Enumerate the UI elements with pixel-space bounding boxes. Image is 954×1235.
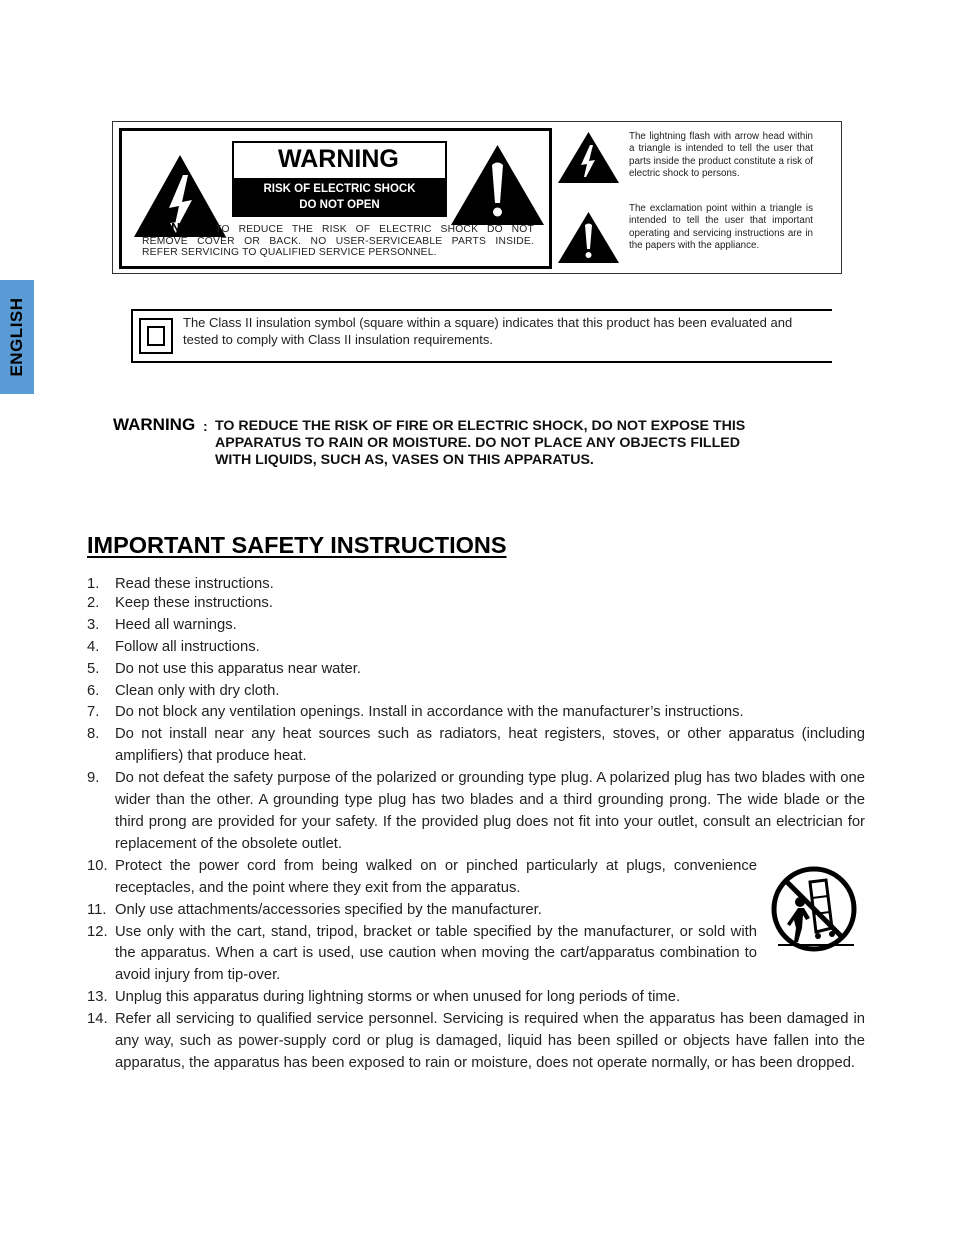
item-text: Keep these instructions. bbox=[115, 594, 273, 611]
item-number: 2. bbox=[87, 594, 100, 611]
list-item bbox=[87, 615, 865, 637]
item-text: Unplug this apparatus during lightning storms or when unused for long periods of time. bbox=[115, 989, 681, 1006]
warning-title-bar bbox=[234, 178, 445, 215]
item-number: 4. bbox=[87, 638, 100, 655]
item-text: Do not install near any heat sources such as radiators, heat registers, stoves, or other apparatus (including amplifiers) that produce heat. bbox=[115, 726, 865, 765]
main-warning-colon: : bbox=[203, 418, 208, 434]
cart-tip-over-warning-icon bbox=[770, 866, 858, 952]
warning-title-box bbox=[232, 141, 447, 217]
item-text: Do not defeat the safety purpose of the polarized or grounding type plug. A polarized plug has two blades with one wider than the other. A grounding type plug has two blades and a third grounding prong. The wide blade or the third prong are provided for your safety. If the provided plug does not fit into your outlet, consult an electrician for replacement of the obsolete outlet. bbox=[115, 770, 865, 852]
exclamation-symbol-description: The exclamation point within a triangle is intended to tell the user that important operating and servicing instructions are in the papers with the appliance. bbox=[629, 203, 813, 252]
item-number: 10. bbox=[87, 857, 108, 874]
list-item bbox=[87, 659, 865, 681]
main-warning-label: WARNING bbox=[113, 415, 196, 434]
list-item bbox=[87, 856, 757, 900]
item-text: Read these instructions. bbox=[115, 576, 274, 592]
item-text: Refer all servicing to qualified service personnel. Servicing is required when the apparatus has been damaged in any way, such as power-supply cord or plug is damaged, liquid has been spilled or objects have fallen into the apparatus, the apparatus has been exposed to rain or moisture, does not operate normally, or has been dropped. bbox=[115, 1011, 865, 1071]
list-item bbox=[87, 724, 865, 768]
item-text: Do not use this apparatus near water. bbox=[115, 660, 361, 677]
item-number: 3. bbox=[87, 616, 100, 633]
language-tab-label: ENGLISH bbox=[7, 297, 26, 377]
item-text: Do not block any ventilation openings. Install in accordance with the manufacturer’s instructions. bbox=[115, 704, 744, 721]
item-text: Follow all instructions. bbox=[115, 638, 260, 655]
list-item bbox=[87, 637, 865, 659]
warning-small-text bbox=[142, 223, 534, 259]
warning-small-line1: TO REDUCE THE RISK OF ELECTRIC SHOCK DO NOT bbox=[215, 224, 534, 235]
main-warning-line2: APPARATUS TO RAIN OR MOISTURE. DO NOT PLACE ANY OBJECTS FILLED bbox=[215, 435, 740, 451]
list-item bbox=[87, 681, 865, 703]
warning-small-line2: REMOVE COVER OR BACK. NO USER-SERVICEABLE PARTS INSIDE. bbox=[142, 235, 534, 247]
item-number: 8. bbox=[87, 726, 100, 743]
item-number: 9. bbox=[87, 770, 100, 787]
warning-label-box bbox=[119, 128, 552, 269]
main-warning-body bbox=[215, 435, 740, 468]
item-number: 14. bbox=[87, 1011, 108, 1028]
list-item bbox=[87, 987, 865, 1009]
item-text: Heed all warnings. bbox=[115, 616, 237, 633]
warning-bar-line1: RISK OF ELECTRIC SHOCK bbox=[263, 183, 416, 195]
main-warning-line1: TO REDUCE THE RISK OF FIRE OR ELECTRIC SHOCK, DO NOT EXPOSE THIS bbox=[215, 418, 746, 434]
item-number: 12. bbox=[87, 923, 108, 940]
item-text: Protect the power cord from being walked on or pinched particularly at plugs, convenience receptacles, and the point where they exit from the apparatus. bbox=[115, 857, 757, 896]
item-text: Only use attachments/accessories specified by the manufacturer. bbox=[115, 901, 542, 918]
warning-small-label: WARNING: bbox=[142, 221, 207, 235]
warning-small-line3: REFER SERVICING TO QUALIFIED SERVICE PERSONNEL. bbox=[142, 247, 437, 258]
lightning-symbol-description: The lightning flash with arrow head within a triangle is intended to tell the user that parts inside the product constitute a risk of electric shock to persons. bbox=[629, 131, 813, 180]
safety-heading: IMPORTANT SAFETY INSTRUCTIONS bbox=[87, 532, 507, 558]
safety-instructions-list bbox=[87, 574, 865, 1075]
item-number: 13. bbox=[87, 989, 108, 1006]
item-number: 1. bbox=[87, 576, 100, 592]
item-text: Clean only with dry cloth. bbox=[115, 682, 280, 699]
exclamation-triangle-icon bbox=[557, 211, 620, 264]
lightning-triangle-icon bbox=[557, 131, 620, 184]
list-item bbox=[87, 593, 865, 615]
item-number: 5. bbox=[87, 660, 100, 677]
class-ii-text: The Class II insulation symbol (square within a square) indicates that this product has been evaluated and tested to comply with Class II insulation requirements. bbox=[183, 315, 793, 347]
item-number: 7. bbox=[87, 704, 100, 721]
warning-title: WARNING bbox=[278, 145, 399, 173]
main-warning-line3: WITH LIQUIDS, SUCH AS, VASES ON THIS APPARATUS. bbox=[215, 451, 594, 468]
list-item bbox=[87, 1009, 865, 1075]
class-ii-notice bbox=[131, 309, 832, 363]
warning-bar-line2: DO NOT OPEN bbox=[299, 199, 380, 211]
electric-shock-warning-panel bbox=[112, 121, 842, 274]
item-number: 11. bbox=[87, 901, 107, 918]
class-ii-insulation-icon bbox=[139, 318, 173, 354]
item-text: Use only with the cart, stand, tripod, bracket or table specified by the manufacturer, or sold with the apparatus. When a cart is used, use caution when moving the cart/apparatus combination to avoid injury from tip-over. bbox=[115, 923, 757, 984]
exclamation-triangle-icon bbox=[449, 143, 546, 227]
item-number: 6. bbox=[87, 682, 100, 699]
language-tab bbox=[0, 280, 34, 394]
list-item bbox=[87, 768, 865, 856]
list-item bbox=[87, 702, 865, 724]
list-item bbox=[87, 922, 757, 988]
list-item bbox=[87, 900, 757, 922]
